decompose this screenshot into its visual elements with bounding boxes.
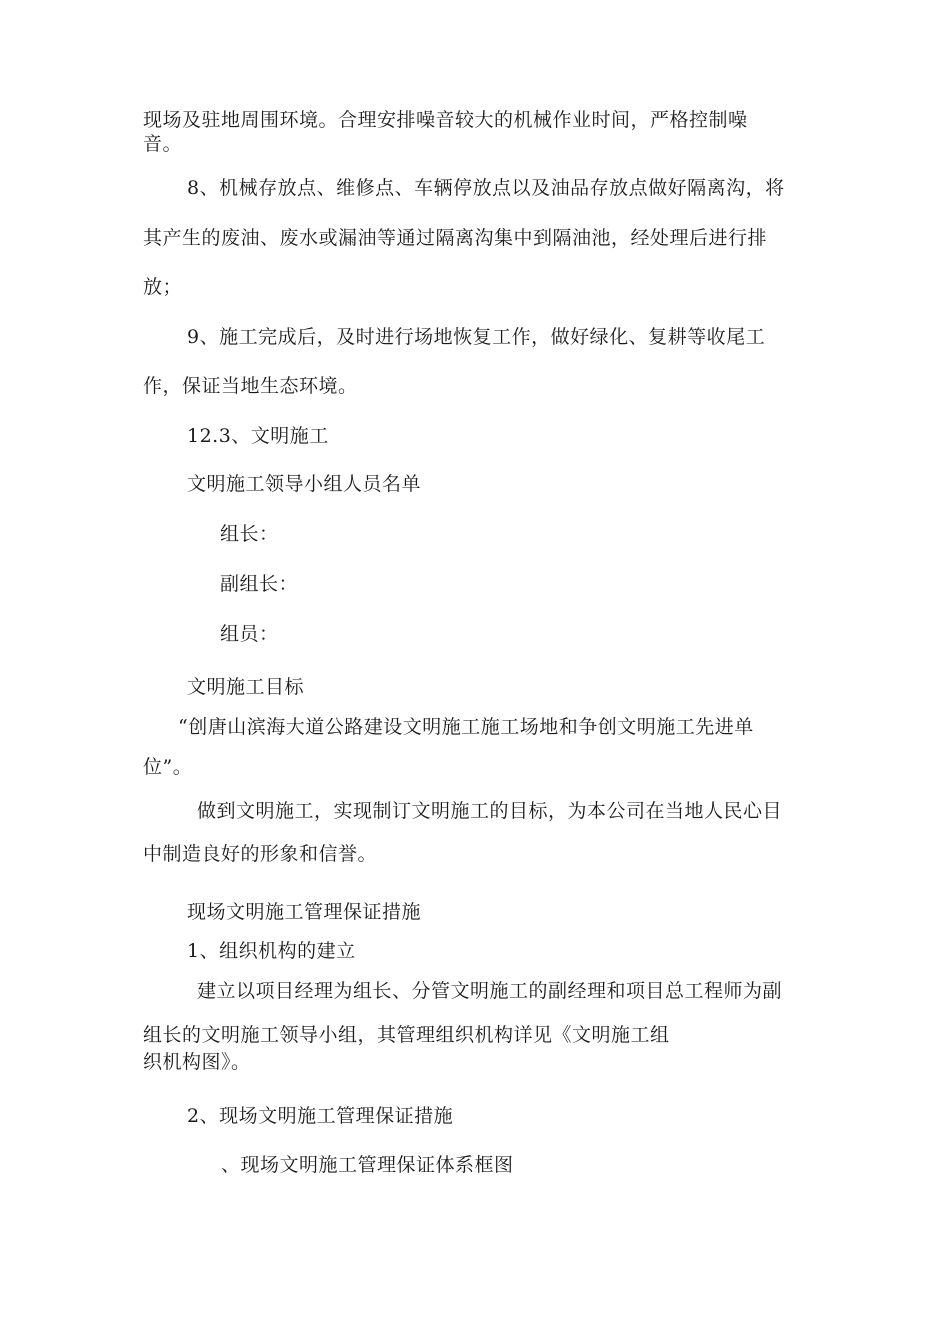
text-line: 中制造良好的形象和信誉。 [143,843,378,865]
text-line: 8、机械存放点、维修点、车辆停放点以及油品存放点做好隔离沟，将 [187,177,785,199]
section-heading: 12.3、文明施工 [187,425,329,447]
text-line: 现场及驻地周围环境。合理安排噪音较大的机械作业时间，严格控制噪 [143,109,748,131]
text-line: 其产生的废油、废水或漏油等通过隔离沟集中到隔油池，经处理后进行排 [143,227,768,249]
text-line: 、现场文明施工管理保证体系框图 [221,1154,514,1176]
text-line: 作，保证当地生态环境。 [143,375,358,397]
text-line: 织机构图》。 [143,1051,251,1073]
text-line: 音。 [143,133,183,155]
text-line: 组员： [220,623,279,645]
text-line: 文明施工目标 [187,676,305,698]
text-line: 建立以项目经理为组长、分管文明施工的副经理和项目总工程师为副 [197,980,783,1002]
text-line: 做到文明施工，实现制订文明施工的目标，为本公司在当地人民心目 [197,800,783,822]
text-line: 位”。 [143,756,193,778]
text-line: 现场文明施工管理保证措施 [187,901,422,923]
text-line: 文明施工领导小组人员名单 [187,473,422,495]
text-line: 组长： [220,523,279,545]
text-line: 2、现场文明施工管理保证措施 [187,1105,454,1127]
text-line: 放； [143,276,183,298]
text-line: “创唐山滨海大道公路建设文明施工施工场地和争创文明施工先进单 [178,716,754,738]
text-line: 9、施工完成后，及时进行场地恢复工作，做好绿化、复耕等收尾工 [187,326,766,348]
text-line: 1、组织机构的建立 [187,940,356,962]
text-line: 副组长： [220,573,299,595]
text-line: 组长的文明施工领导小组，其管理组织机构详见《文明施工组 [143,1024,670,1046]
